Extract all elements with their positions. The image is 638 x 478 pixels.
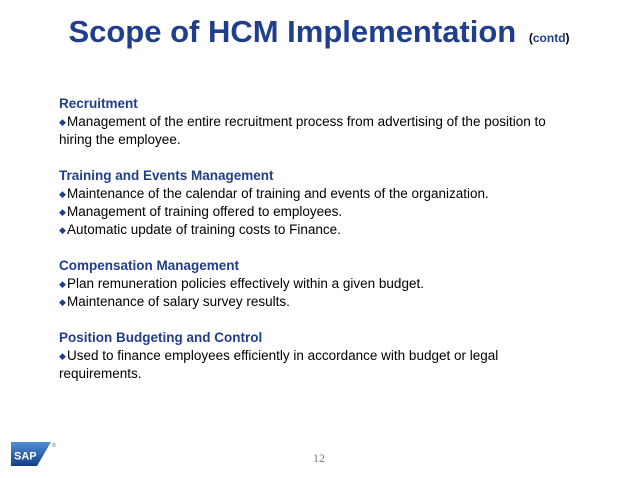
sap-logo-text: SAP: [14, 450, 37, 463]
bullet-text: Used to finance employees efficiently in accordance with budget or legal requirements.: [59, 348, 499, 381]
bullet-text: Automatic update of training costs to Finance.: [67, 222, 341, 237]
bullet-diamond-icon: ◆: [59, 117, 66, 127]
sap-logo: [11, 440, 57, 475]
bullet-text: Maintenance of salary survey results.: [67, 294, 290, 309]
bullet-diamond-icon: ◆: [59, 189, 66, 199]
bullet-text: Plan remuneration policies effectively within a given budget.: [67, 276, 424, 291]
bullet-item: [59, 275, 569, 293]
bullet-item: [59, 347, 569, 383]
content-section: [59, 95, 569, 149]
content-section: [59, 329, 569, 383]
bullet-text: Maintenance of the calendar of training and events of the organization.: [67, 186, 489, 201]
bullet-text: Management of training offered to employees.: [67, 204, 343, 219]
registered-mark: ®: [52, 443, 56, 449]
content-section: [59, 257, 569, 311]
content-section: [59, 167, 569, 239]
title-text: Scope of HCM Implementation: [68, 14, 517, 49]
page-number: 12: [313, 451, 325, 465]
section-heading: Recruitment: [59, 96, 138, 111]
bullet-item: [59, 221, 569, 239]
bullet-diamond-icon: ◆: [59, 225, 66, 235]
slide-title: [0, 12, 638, 58]
bullet-diamond-icon: ◆: [59, 279, 66, 289]
section-heading: Compensation Management: [59, 258, 240, 273]
title-contd: (contd): [528, 31, 570, 45]
bullet-item: [59, 185, 569, 203]
bullet-diamond-icon: ◆: [59, 207, 66, 217]
bullet-item: [59, 203, 569, 221]
bullet-text: Management of the entire recruitment process from advertising of the position to hiring the employee.: [59, 114, 546, 147]
bullet-item: [59, 293, 569, 311]
bullet-diamond-icon: ◆: [59, 297, 66, 307]
sap-logo-icon: [11, 440, 57, 470]
bullet-item: [59, 113, 569, 149]
bullet-diamond-icon: ◆: [59, 351, 66, 361]
section-heading: Training and Events Management: [59, 168, 274, 183]
slide-content: [59, 95, 569, 401]
section-heading: Position Budgeting and Control: [59, 330, 263, 345]
